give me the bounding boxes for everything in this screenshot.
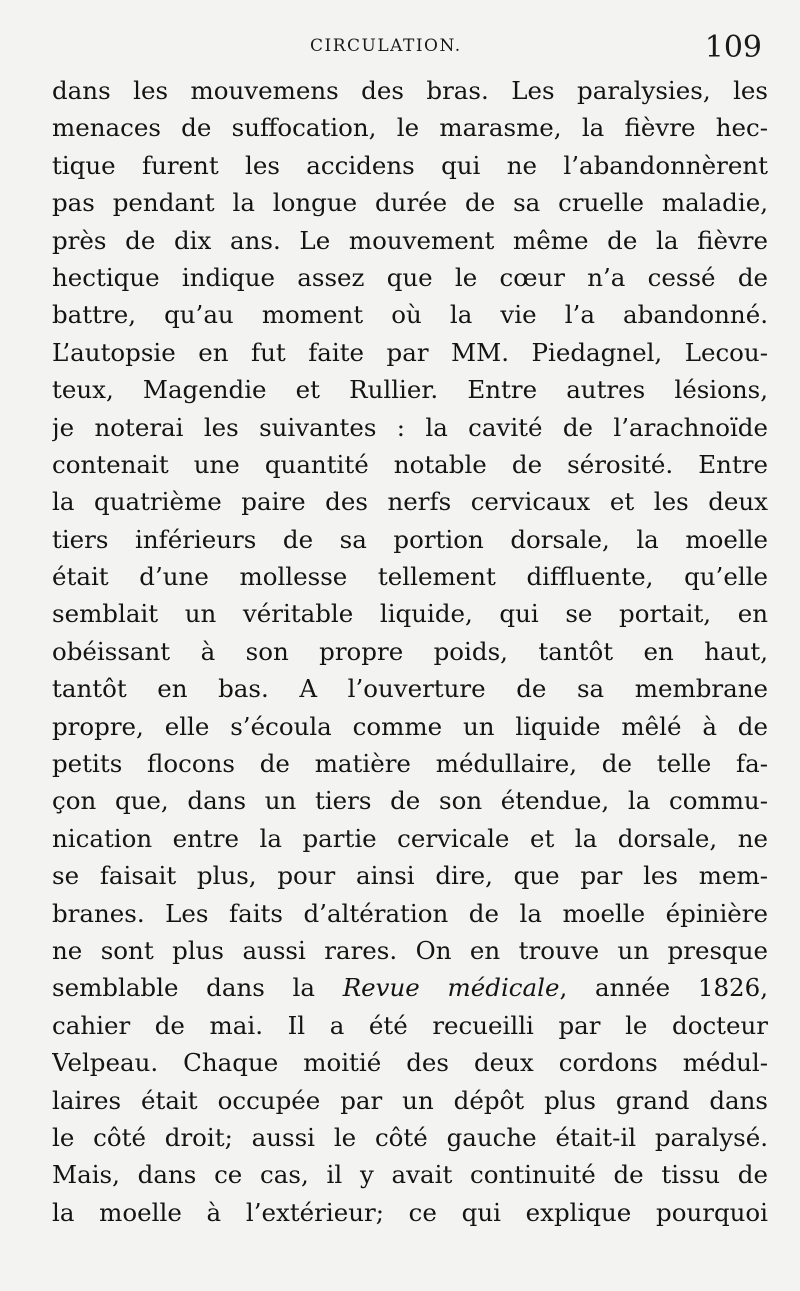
text-line: çon que, dans un tiers de son étendue, la commu-	[52, 786, 768, 816]
text-line: branes. Les faits d’altération de la moelle épinière	[52, 898, 768, 928]
text-line: Mais, dans ce cas, il y avait continuité de tissu de	[52, 1160, 768, 1190]
running-head: CIRCULATION.	[310, 36, 462, 56]
text-line: se faisait plus, pour ainsi dire, que par les mem-	[52, 861, 768, 891]
text-line: le côté droit; aussi le côté gauche était-il paralysé.	[52, 1122, 768, 1152]
text-line: L’autopsie en fut faite par MM. Piedagnel, Lecou-	[52, 337, 768, 367]
text-line: contenait une quantité notable de sérosité. Entre	[52, 449, 768, 479]
text-line: semblait un véritable liquide, qui se portait, en	[52, 599, 768, 629]
text-line: la moelle à l’extérieur; ce qui explique pourquoi	[52, 1197, 768, 1227]
text-line: ne sont plus aussi rares. On en trouve un presque	[52, 935, 768, 965]
text-line-revue	[52, 969, 768, 1006]
journal-title: Revue médicale	[342, 973, 560, 1003]
text-line: la quatrième paire des nerfs cervicaux et les deux	[52, 487, 768, 517]
text-segment: , année 1826,	[559, 973, 768, 1003]
text-line: pas pendant la longue durée de sa cruelle maladie,	[52, 188, 768, 218]
text-line: propre, elle s’écoula comme un liquide mêlé à de	[52, 711, 768, 741]
text-line: menaces de suffocation, le marasme, la fièvre hec-	[52, 113, 768, 143]
text-segment: semblable dans la	[52, 973, 343, 1003]
page-number: 109	[704, 30, 762, 65]
text-line: était d’une mollesse tellement diffluente, qu’elle	[52, 562, 768, 592]
text-line: près de dix ans. Le mouvement même de la fièvre	[52, 225, 768, 255]
text-line: cahier de mai. Il a été recueilli par le docteur	[52, 1010, 768, 1040]
text-line: dans les mouvemens des bras. Les paralysies, les	[52, 76, 768, 105]
text-line: laires était occupée par un dépôt plus grand dans	[52, 1085, 768, 1115]
text-line: tique furent les accidens qui ne l’abandonnèrent	[52, 150, 768, 180]
text-line: obéissant à son propre poids, tantôt en haut,	[52, 636, 768, 666]
text-line: teux, Magendie et Rullier. Entre autres lésions,	[52, 375, 768, 405]
text-line: je noterai les suivantes : la cavité de l’arachnoïde	[52, 412, 768, 442]
text-line: hectique indique assez que le cœur n’a cessé de	[52, 262, 768, 292]
text-line: Velpeau. Chaque moitié des deux cordons médul-	[52, 1048, 768, 1078]
body-text	[52, 72, 768, 1231]
text-line: tantôt en bas. A l’ouverture de sa membrane	[52, 674, 768, 704]
text-line: battre, qu’au moment où la vie l’a abandonné.	[52, 300, 768, 330]
page-header	[52, 30, 772, 70]
text-line: tiers inférieurs de sa portion dorsale, la moelle	[52, 524, 768, 554]
text-line: petits flocons de matière médullaire, de telle fa-	[52, 749, 768, 779]
text-line: nication entre la partie cervicale et la dorsale, ne	[52, 823, 768, 853]
